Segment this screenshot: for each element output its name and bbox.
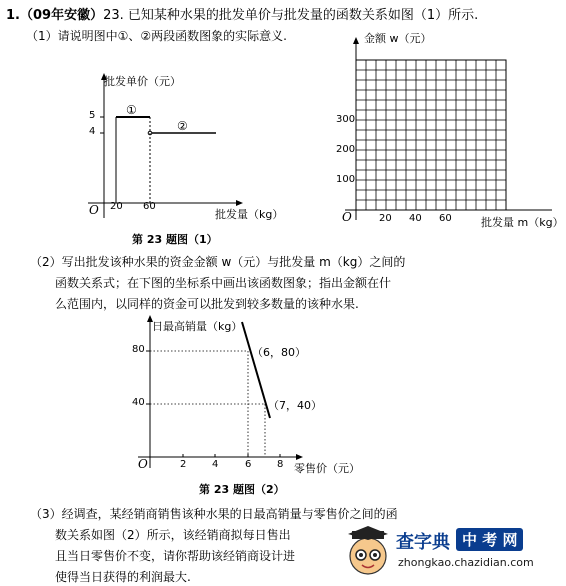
watermark-url: zhongkao.chazidian.com [398,556,534,569]
problem-stem: 已知某种水果的批发单价与批发量的函数关系如图（1）所示. [127,8,479,23]
fig1-ylabel: 批发单价（元） [104,75,181,88]
watermark-badge [456,528,523,551]
grid-ytick-200: 200 [336,144,356,155]
grid-ytick-100: 100 [336,174,356,185]
fig2-point2-label: （7，40） [268,399,322,412]
grid-xtick-20: 20 [379,213,392,224]
fig1-xtick-60-label: 60 [143,201,156,212]
fig1-ytick-4-label: 4 [89,126,96,137]
fig2-xtick-8-label: 8 [277,459,284,470]
fig1-xlabel: 批发量（kg） [215,208,284,221]
fig1-caption: 第 23 题图（1） [132,233,218,246]
fig1-seg2-label: ② [177,119,188,133]
fig2-caption: 第 23 题图（2） [199,483,285,496]
part3-line2: 数关系如图（2）所示，该经销商拟每日售出 [55,528,291,542]
fig2-origin: O [138,457,148,471]
fig2-point1-label: （6，80） [252,346,306,359]
mascot-icon [338,522,398,580]
part3-line1: （3）经调查，某经销商销售该种水果的日最高销量与零售价之间的函 [30,507,398,521]
question-number: 23. [103,8,124,23]
grid-ytick-300: 300 [336,114,356,125]
problem-source: （09年安徽） [19,8,104,23]
part2-line3: 么范围内，以同样的资金可以批发到较多数量的该种水果. [55,297,359,311]
grid-xlabel: 批发量 m（kg） [481,216,564,229]
grid-ylabel: 金额 w（元） [364,32,432,45]
grid-xtick-60: 60 [439,213,452,224]
fig2-ylabel: 日最高销量（kg） [152,320,243,333]
fig2-xlabel: 零售价（元） [294,462,360,475]
fig1-seg1-label: ① [126,103,137,117]
watermark-brand: 查字典 [396,532,450,553]
fig2-xtick-2-label: 2 [180,459,187,470]
grid-chart [356,60,506,210]
part3-line3: 且当日零售价不变，请你帮助该经销商设计进 [55,549,296,563]
part2-line2: 函数关系式；在下图的坐标系中画出该函数图象；指出金额在什 [55,276,392,290]
grid-origin: O [342,210,352,224]
part3-line4: 使得当日获得的利润最大. [55,570,191,584]
fig2-ytick-40-label: 40 [132,397,145,408]
fig1-xtick-20-label: 20 [110,201,123,212]
fig1-origin: O [89,203,99,217]
fig2-xtick-6-label: 6 [245,459,252,470]
fig2-xtick-4-label: 4 [212,459,219,470]
part2-line1: （2）写出批发该种水果的资金金额 w（元）与批发量 m（kg）之间的 [30,255,406,269]
problem-number: 1. [6,8,20,23]
watermark-brand2: 中 考 网 [462,531,518,549]
fig1-ytick-5-label: 5 [89,110,96,121]
watermark-logo [338,522,558,580]
fig2-ytick-80-label: 80 [132,344,145,355]
part1-text: （1）请说明图中①、②两段函数图象的实际意义. [26,29,287,43]
grid-xtick-40: 40 [409,213,422,224]
